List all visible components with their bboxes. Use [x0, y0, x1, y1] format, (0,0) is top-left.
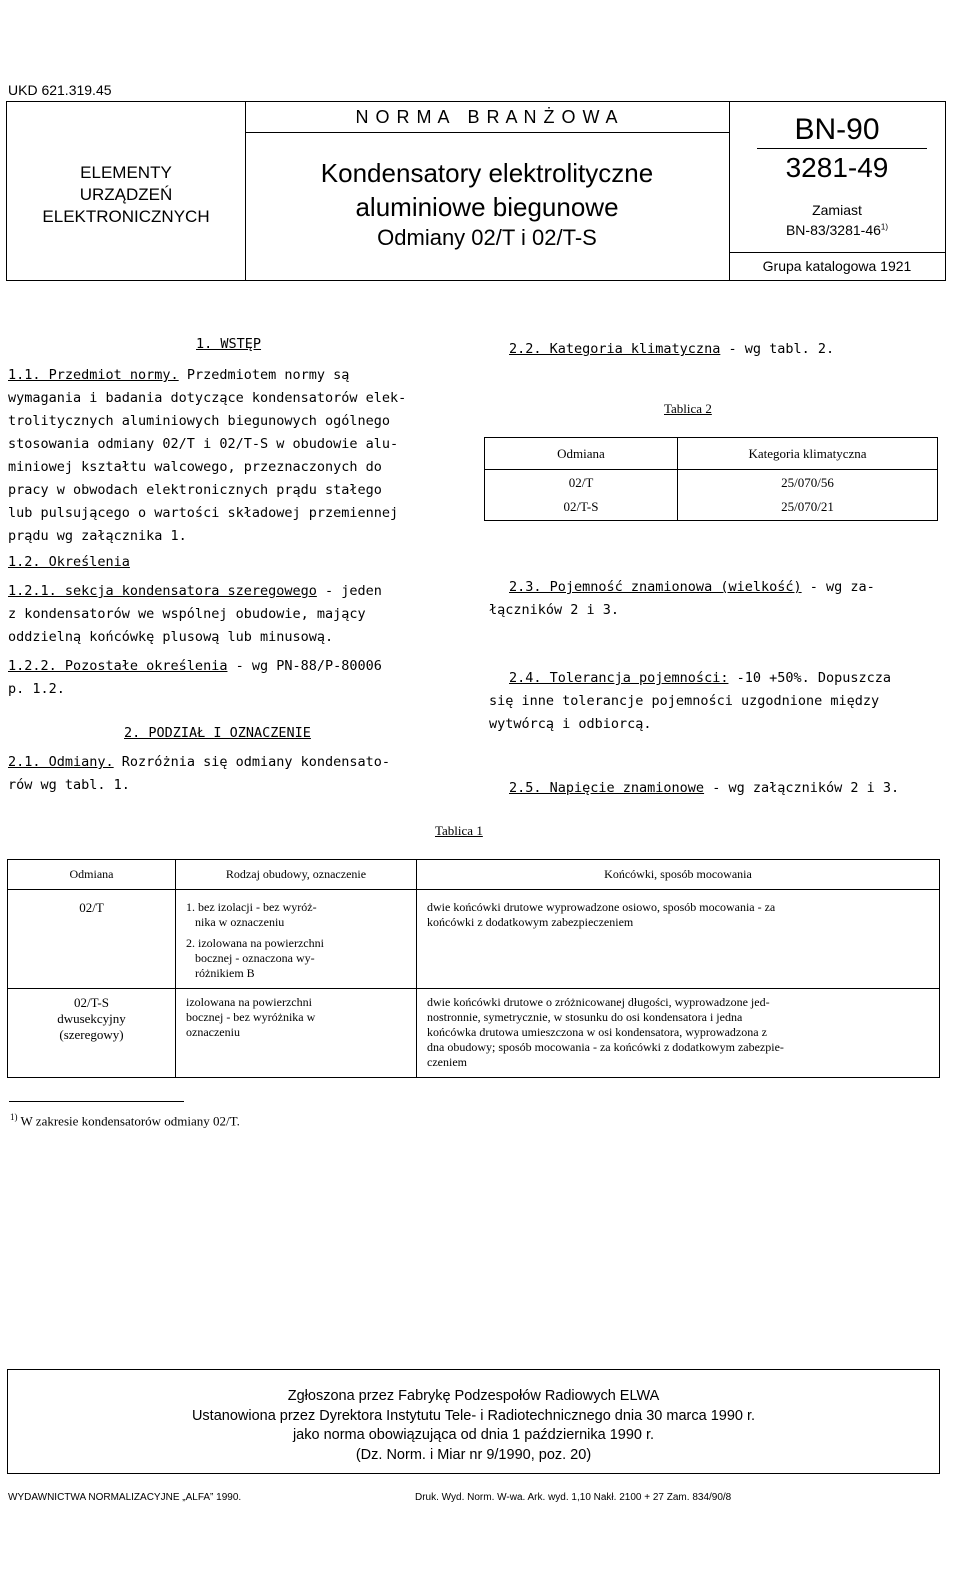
header-box — [6, 101, 946, 281]
section-2-2: 2.2. Kategoria klimatyczna - wg tabl. 2. — [509, 341, 835, 357]
section-1-2: 1.2. Określenia — [8, 554, 130, 570]
standard-number: 3281-49 — [785, 152, 889, 183]
catalog-group: Grupa katalogowa 1921 — [762, 258, 912, 274]
table-1-cell: izolowana na powierzchni bocznej - bez wyróżnika w oznaczeniu — [176, 989, 417, 1078]
section-1-2-2: 1.2.2. Pozostałe określenia - wg PN-88/P-80006 p. 1.2. — [8, 658, 382, 697]
publisher-imprint: WYDAWNICTWA NORMALIZACYJNE „ALFA” 1990. — [8, 1492, 242, 1503]
table-1-cell: 1. bez izolacji - bez wyróż- nika w oznaczeniu 2. izolowana na powierzchni bocznej - oznaczona wy- różnikiem B — [176, 890, 417, 989]
code-underline — [757, 148, 927, 149]
section-2-5: 2.5. Napięcie znamionowe - wg załączników 2 i 3. — [509, 780, 900, 796]
section-2-4: 2.4. Tolerancja pojemności: -10 +50%. Dopuszcza się inne tolerancje pojemności uzgodnione między wytwórcą i odbiorcą. — [489, 670, 892, 732]
table-2-cell: 25/070/56 25/070/21 — [678, 470, 938, 521]
table-2-header: Odmiana — [485, 438, 678, 470]
table-1-header: Odmiana — [8, 860, 176, 890]
norm-type: N O R M A B R A N Ż O W A — [355, 107, 619, 127]
section-2-heading: 2. PODZIAŁ I OZNACZENIE — [124, 725, 311, 741]
table-2-header: Kategoria klimatyczna — [678, 438, 938, 470]
table-2-cell: 02/T 02/T-S — [485, 470, 678, 521]
table-2-caption: Tablica 2 — [664, 401, 712, 416]
table-1-cell: 02/T-S dwusekcyjny (szeregowy) — [8, 989, 176, 1078]
table-2 — [484, 437, 938, 521]
document-title: Kondensatory elektrolityczne aluminiowe biegunowe Odmiany 02/T i 02/T-S — [320, 158, 654, 250]
footnote: $^{1)}$ W zakresie kondensatorów odmiany 02/T. — [10, 1112, 240, 1129]
header-divider — [729, 252, 945, 253]
udc-code: UKD 621.319.45 — [8, 82, 112, 98]
approval-box: Zgłoszona przez Fabrykę Podzespołów Radiowych ELWA Ustanowiona przez Dyrektora Instytutu Tele- i Radiotechnicznego dnia 30 marca 1990 r. jako norma obowiązująca od dnia 1 października 1990 r. (Dz. Norm. i Miar nr 9/1990, poz. 20) — [7, 1369, 940, 1474]
print-info: Druk. Wyd. Norm. W-wa. Ark. wyd. 1,10 Nakł. 2100 + 27 Zam. 834/90/8 — [415, 1492, 732, 1503]
standard-category: ELEMENTY URZĄDZEŃ ELEKTRONICZNYCH — [42, 163, 210, 226]
table-1-header: Końcówki, sposób mocowania — [417, 860, 940, 890]
section-1-heading: 1. WSTĘP — [196, 336, 262, 352]
header-divider — [245, 132, 729, 133]
table-1-cell: 02/T — [8, 890, 176, 989]
table-1 — [7, 859, 940, 1078]
footnote-rule — [9, 1101, 184, 1102]
standard-code: BN-90 — [794, 113, 880, 146]
replaces-label: Zamiast — [812, 202, 862, 218]
section-1-1: 1.1. Przedmiot normy. Przedmiotem normy są wymagania i badania dotyczące kondensatorów elek- trolitycznych aluminiowych biegunowych ogólnego stosowania odmiany 02/T i 02/T-S w obudowie alu- miniowej kształtu walcowego, przeznaczonych do pracy w obwodach elektronicznych prądu stałego lub pulsującego o wartości składowej przemiennej prądu wg załącznika 1. — [8, 367, 407, 544]
replaces-code: BN-83/3281-46$^{1)}$ — [785, 222, 889, 238]
table-1-cell: dwie końcówki drutowe wyprowadzone osiowo, sposób mocowania - za końcówki z dodatkowym zabezpieczeniem — [417, 890, 940, 989]
section-2-1: 2.1. Odmiany. Rozróżnia się odmiany kondensato- rów wg tabl. 1. — [8, 754, 391, 793]
table-1-cell: dwie końcówki drutowe o zróżnicowanej długości, wyprowadzone jed- nostronnie, symetrycznie, w stosunku do osi kondensatora i jedna końcówka drutowa umieszczona w osi kondensatora, wyprowadzona z dna obudowy; sposób mocowania - za końcówki z dodatkowym zabezpie- czeniem — [417, 989, 940, 1078]
section-2-3: 2.3. Pojemność znamionowa (wielkość) - wg za- łączników 2 i 3. — [489, 579, 875, 618]
table-1-caption: Tablica 1 — [435, 823, 483, 838]
table-1-header: Rodzaj obudowy, oznaczenie — [176, 860, 417, 890]
section-1-2-1: 1.2.1. sekcja kondensatora szeregowego - jeden z kondensatorów we wspólnej obudowie, mający oddzielną końcówkę plusową lub minusową. — [8, 583, 382, 645]
